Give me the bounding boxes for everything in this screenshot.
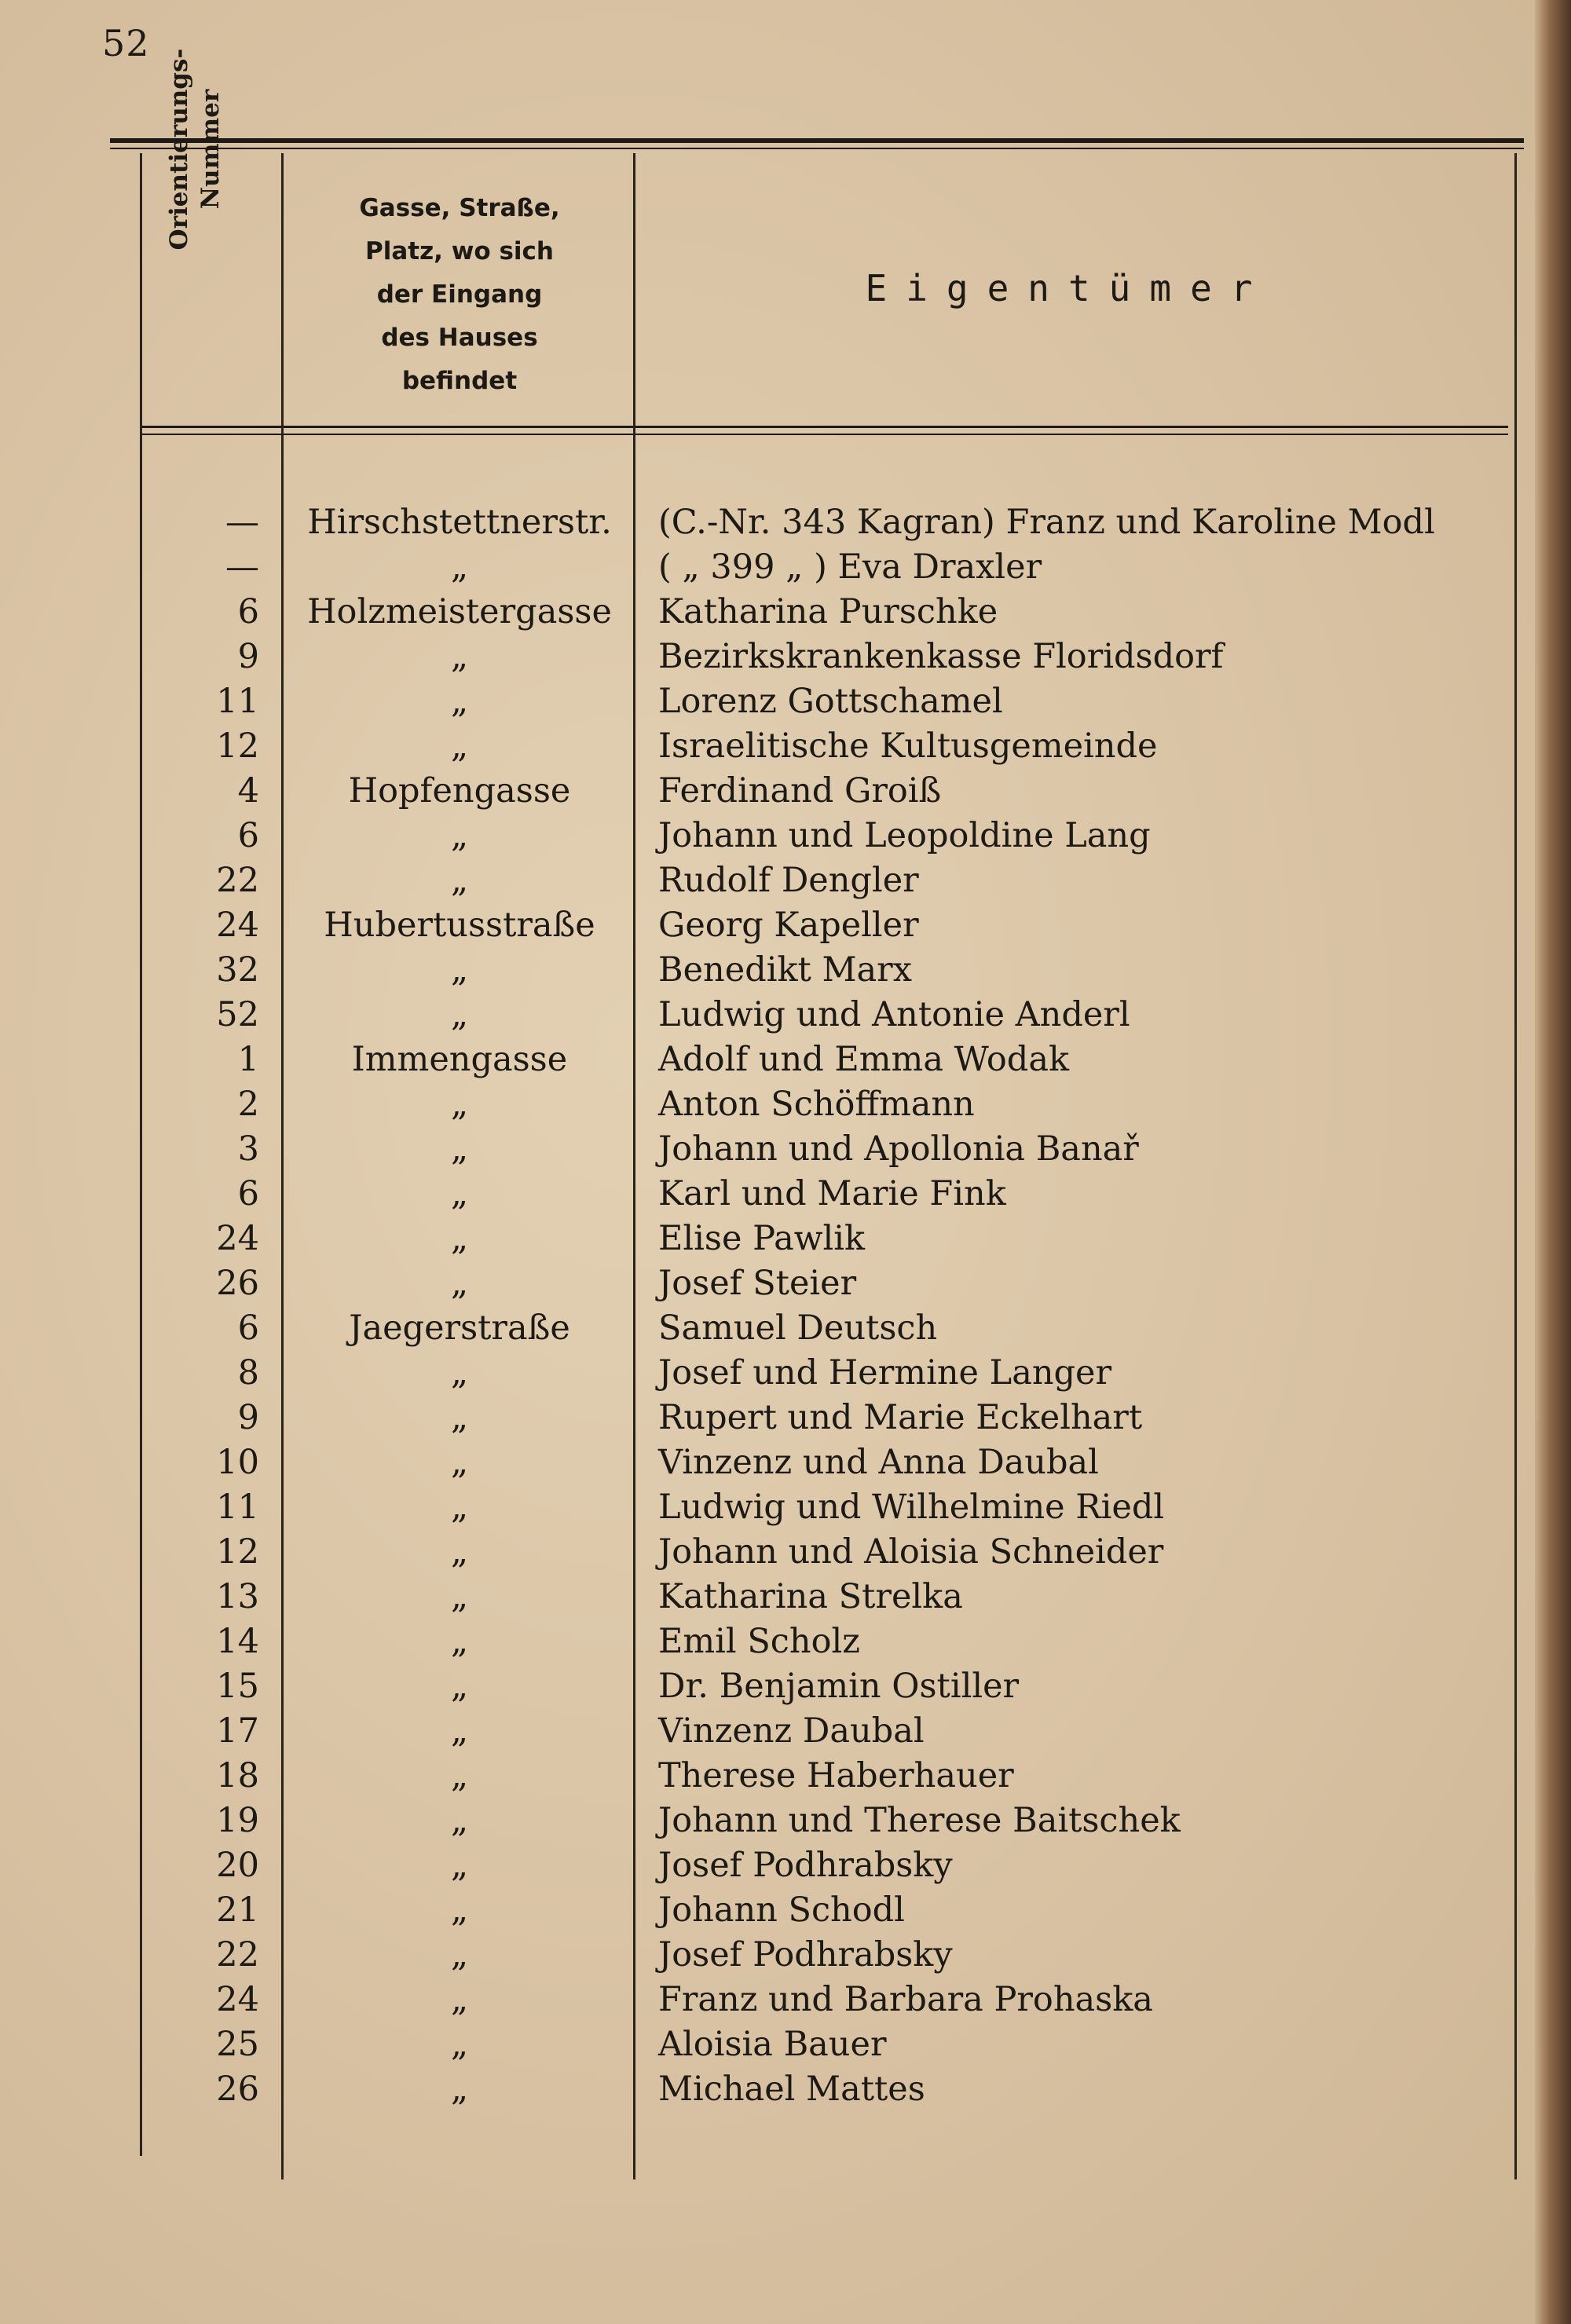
table-row — [0, 635, 1516, 679]
table-row — [0, 1306, 1516, 1351]
table-row — [0, 948, 1516, 993]
table-row — [0, 1843, 1516, 1888]
house-number: 12 — [216, 726, 259, 766]
house-number: 8 — [237, 1353, 259, 1393]
header-orientation-line-1: Orientierungs- — [165, 48, 193, 251]
street-name: „ — [450, 1890, 469, 1930]
house-number: 26 — [216, 1264, 259, 1303]
street-name: „ — [450, 2070, 469, 2109]
header-rule-thin — [141, 434, 1508, 435]
house-number: 9 — [237, 637, 259, 676]
owner-name: Johann und Aloisia Schneider — [658, 1532, 1164, 1572]
house-number: 10 — [216, 1443, 259, 1482]
table-row — [0, 858, 1516, 903]
table-row — [0, 2067, 1516, 2112]
street-name: „ — [450, 1980, 469, 2019]
header-orientation-number — [163, 24, 226, 275]
header-street-line-2: Platz, wo sich — [365, 237, 554, 265]
street-name: „ — [450, 1801, 469, 1840]
house-number: 20 — [216, 1846, 259, 1885]
owner-name: Josef Podhrabsky — [658, 1846, 953, 1885]
street-name: „ — [450, 1756, 469, 1795]
table-row — [0, 590, 1516, 635]
house-number: 2 — [237, 1085, 259, 1124]
owner-name: Ludwig und Wilhelmine Riedl — [658, 1488, 1165, 1527]
street-name: „ — [450, 995, 469, 1034]
top-rule-thin — [110, 148, 1524, 149]
house-number: 22 — [216, 1935, 259, 1974]
house-number: 21 — [216, 1890, 259, 1930]
street-name: „ — [450, 861, 469, 900]
street-name: „ — [450, 726, 469, 766]
owner-name: Anton Schöffmann — [658, 1085, 975, 1124]
street-name: „ — [450, 1443, 469, 1482]
header-street-line-4: des Hauses — [381, 324, 538, 352]
header-owner: Eigentümer — [865, 267, 1272, 309]
owner-name: Rupert und Marie Eckelhart — [658, 1398, 1143, 1437]
house-number: 3 — [237, 1129, 259, 1169]
owner-name: Rudolf Dengler — [658, 861, 919, 900]
street-name: Holzmeistergasse — [307, 592, 612, 631]
owner-name: Lorenz Gottschamel — [658, 682, 1003, 721]
owner-name: Johann und Leopoldine Lang — [658, 816, 1151, 855]
street-name: „ — [450, 1935, 469, 1974]
table-row — [0, 500, 1516, 545]
header-street-line-1: Gasse, Straße, — [359, 194, 560, 222]
street-name: „ — [450, 1219, 469, 1258]
owner-name: Therese Haberhauer — [658, 1756, 1014, 1795]
house-number: 17 — [216, 1711, 259, 1751]
street-name: „ — [450, 816, 469, 855]
table-row — [0, 1127, 1516, 1172]
owner-name: Ferdinand Groiß — [658, 771, 942, 811]
table-row — [0, 1709, 1516, 1754]
house-number: 14 — [216, 1622, 259, 1661]
table-row — [0, 1351, 1516, 1396]
table-row — [0, 724, 1516, 769]
house-number: 13 — [216, 1577, 259, 1616]
owner-name: Bezirkskrankenkasse Floridsdorf — [658, 637, 1224, 676]
top-rule — [110, 138, 1524, 143]
header-street-line-3: der Eingang — [376, 280, 543, 309]
house-number: 15 — [216, 1667, 259, 1706]
street-name: „ — [450, 1264, 469, 1303]
house-number: 24 — [216, 1980, 259, 2019]
register-table — [0, 500, 1516, 2112]
owner-name: (C.-Nr. 343 Kagran) Franz und Karoline Modl — [658, 503, 1435, 542]
street-name: „ — [450, 547, 469, 587]
house-number: 24 — [216, 906, 259, 945]
street-name: „ — [450, 1398, 469, 1437]
table-row — [0, 814, 1516, 858]
owner-name: Adolf und Emma Wodak — [658, 1040, 1070, 1079]
owner-name: Samuel Deutsch — [658, 1308, 938, 1348]
house-number: 32 — [216, 950, 259, 990]
owner-name: Benedikt Marx — [658, 950, 912, 990]
street-name: „ — [450, 1846, 469, 1885]
street-name: Hirschstettnerstr. — [307, 503, 612, 542]
house-number: — — [225, 503, 259, 542]
owner-name: Ludwig und Antonie Anderl — [658, 995, 1130, 1034]
table-row — [0, 679, 1516, 724]
table-row — [0, 1038, 1516, 1082]
street-name: Hubertusstraße — [324, 906, 595, 945]
table-row — [0, 1172, 1516, 1217]
owner-name: ( „ 399 „ ) Eva Draxler — [658, 547, 1042, 587]
header-street-line-5: befindet — [401, 367, 518, 395]
owner-name: Johann und Apollonia Banař — [658, 1129, 1139, 1169]
table-row — [0, 1575, 1516, 1619]
table-row — [0, 1440, 1516, 1485]
table-row — [0, 1664, 1516, 1709]
owner-name: Georg Kapeller — [658, 906, 919, 945]
street-name: „ — [450, 682, 469, 721]
table-row — [0, 1217, 1516, 1261]
owner-name: Michael Mattes — [658, 2070, 925, 2109]
owner-name: Josef Podhrabsky — [658, 1935, 953, 1974]
owner-name: Josef und Hermine Langer — [658, 1353, 1112, 1393]
table-row — [0, 1799, 1516, 1843]
header-rule — [141, 426, 1508, 428]
house-number: 52 — [216, 995, 259, 1034]
house-number: 26 — [216, 2070, 259, 2109]
street-name: Immengasse — [351, 1040, 568, 1079]
street-name: „ — [450, 1577, 469, 1616]
house-number: 6 — [237, 816, 259, 855]
street-name: Hopfengasse — [348, 771, 571, 811]
page-edge-shadow — [1535, 0, 1571, 2324]
street-name: „ — [450, 1667, 469, 1706]
header-orientation-line-2: Nummer — [196, 89, 225, 210]
street-name: „ — [450, 1174, 469, 1213]
street-name: „ — [450, 637, 469, 676]
owner-name: Israelitische Kultusgemeinde — [658, 726, 1158, 766]
table-row — [0, 1530, 1516, 1575]
table-row — [0, 769, 1516, 814]
street-name: „ — [450, 1129, 469, 1169]
owner-name: Franz und Barbara Prohaska — [658, 1980, 1153, 2019]
table-row — [0, 993, 1516, 1038]
house-number: 18 — [216, 1756, 259, 1795]
owner-name: Vinzenz und Anna Daubal — [658, 1443, 1099, 1482]
owner-name: Aloisia Bauer — [658, 2025, 887, 2064]
street-name: „ — [450, 1711, 469, 1751]
table-row — [0, 1933, 1516, 1978]
house-number: 1 — [237, 1040, 259, 1079]
house-number: 9 — [237, 1398, 259, 1437]
street-name: „ — [450, 1622, 469, 1661]
street-name: „ — [450, 1488, 469, 1527]
house-number: 24 — [216, 1219, 259, 1258]
house-number: 6 — [237, 592, 259, 631]
table-row — [0, 1978, 1516, 2022]
street-name: „ — [450, 950, 469, 990]
owner-name: Emil Scholz — [658, 1622, 860, 1661]
owner-name: Vinzenz Daubal — [658, 1711, 925, 1751]
street-name: „ — [450, 1532, 469, 1572]
house-number: — — [225, 547, 259, 587]
owner-name: Josef Steier — [658, 1264, 857, 1303]
header-street — [287, 187, 632, 403]
owner-name: Katharina Strelka — [658, 1577, 963, 1616]
house-number: 6 — [237, 1308, 259, 1348]
street-name: „ — [450, 1085, 469, 1124]
table-row — [0, 1888, 1516, 1933]
house-number: 11 — [216, 682, 259, 721]
owner-name: Katharina Purschke — [658, 592, 998, 631]
street-name: „ — [450, 1353, 469, 1393]
owner-name: Karl und Marie Fink — [658, 1174, 1006, 1213]
house-number: 11 — [216, 1488, 259, 1527]
house-number: 6 — [237, 1174, 259, 1213]
table-row — [0, 903, 1516, 948]
page-number: 52 — [102, 22, 150, 64]
house-number: 25 — [216, 2025, 259, 2064]
table-row — [0, 1485, 1516, 1530]
house-number: 19 — [216, 1801, 259, 1840]
owner-name: Johann Schodl — [658, 1890, 905, 1930]
table-row — [0, 1082, 1516, 1127]
table-row — [0, 1619, 1516, 1664]
owner-name: Dr. Benjamin Ostiller — [658, 1667, 1020, 1706]
house-number: 4 — [237, 771, 259, 811]
owner-name: Elise Pawlik — [658, 1219, 866, 1258]
street-name: Jaegerstraße — [349, 1308, 570, 1348]
table-row — [0, 545, 1516, 590]
table-row — [0, 2022, 1516, 2067]
house-number: 12 — [216, 1532, 259, 1572]
street-name: „ — [450, 2025, 469, 2064]
owner-name: Johann und Therese Baitschek — [658, 1801, 1181, 1840]
table-row — [0, 1396, 1516, 1440]
house-number: 22 — [216, 861, 259, 900]
table-row — [0, 1754, 1516, 1799]
table-row — [0, 1261, 1516, 1306]
